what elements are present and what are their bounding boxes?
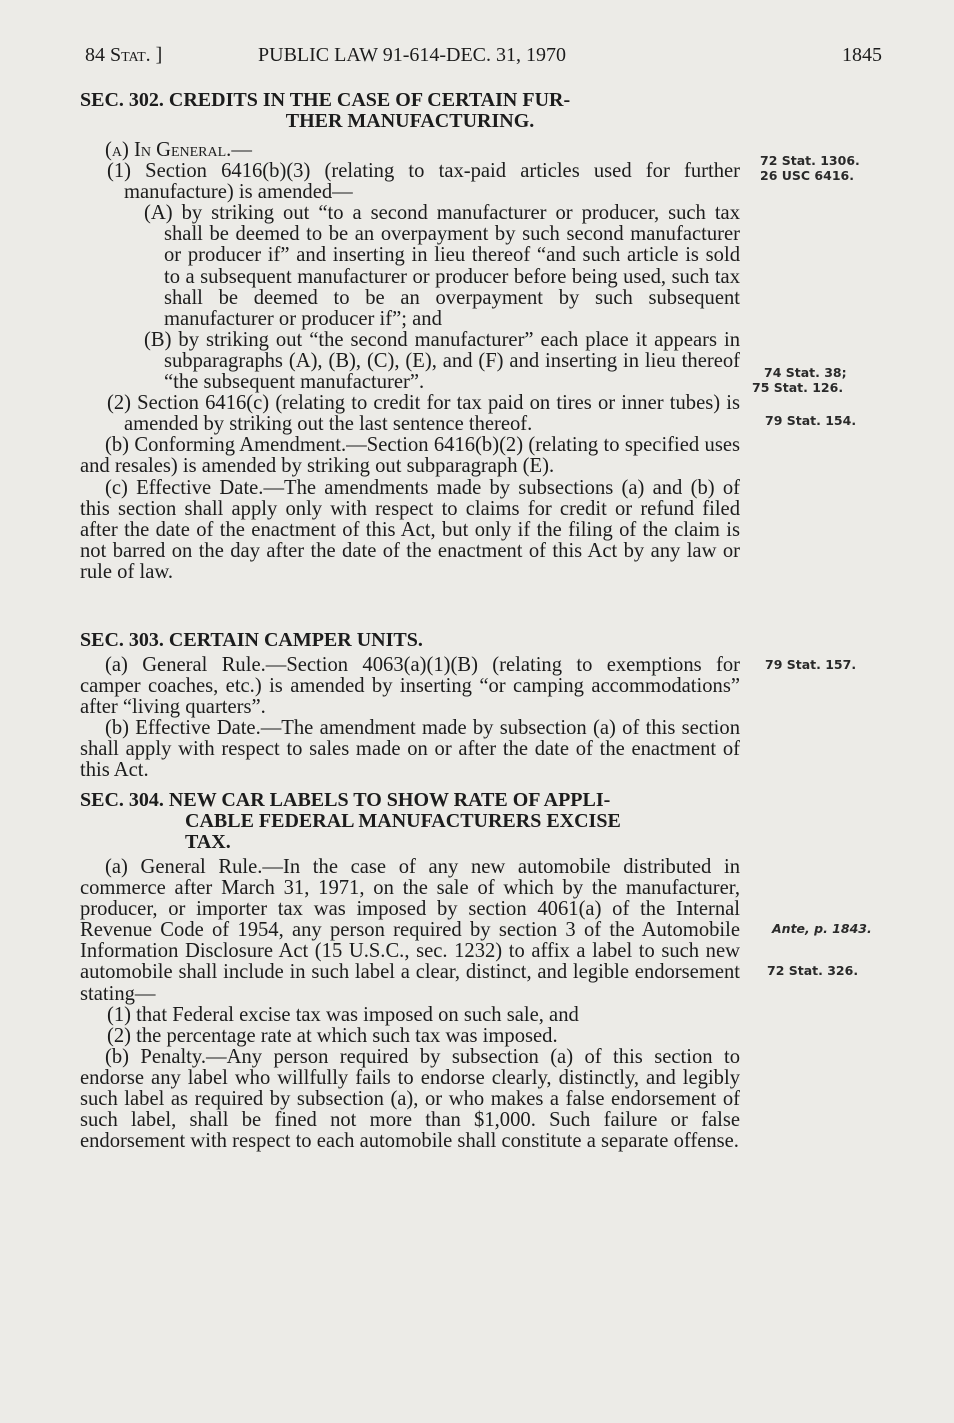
- margin-note-79-stat-157: 79 Stat. 157.: [765, 657, 857, 672]
- margin-note-79-stat-154: 79 Stat. 154.: [765, 413, 857, 428]
- section-302-a2: (2) Section 6416(c) (relating to credit for tax paid on tires or inner tubes) is amended by striking out the last sentence thereof.: [107, 392, 740, 436]
- section-303: [80, 630, 740, 782]
- section-304-heading-line2: CABLE FEDERAL MANUFACTURERS EXCISE: [185, 810, 621, 832]
- section-302-b: (b) Conforming Amendment.—Section 6416(b)(2) (relating to specified uses and resales) is amended by striking out subparagraph (E).: [80, 434, 740, 478]
- section-304-heading-line3: TAX.: [185, 831, 231, 853]
- section-302-a1-B: (B) by striking out “the second manufacturer” each place it appears in subparagraphs (A), (B), (C), (E), and (F) and inserting in lieu thereof “the subsequent manufacturer”.: [144, 328, 740, 394]
- section-302-a1: (1) Section 6416(b)(3) (relating to tax-paid articles used for further manufacture) is amended—: [107, 160, 740, 204]
- section-304: [80, 790, 740, 1152]
- section-304-heading-line1: SEC. 304. NEW CAR LABELS TO SHOW RATE OF APPLI-: [80, 789, 611, 811]
- section-303-heading: SEC. 303. CERTAIN CAMPER UNITS.: [80, 629, 423, 651]
- header-citation: 84 Stat. ]: [85, 44, 163, 66]
- header-title: PUBLIC LAW 91-614-DEC. 31, 1970: [258, 44, 567, 66]
- header-page-number: 1845: [842, 44, 882, 66]
- page-header: [0, 44, 954, 70]
- section-304-a: (a) General Rule.—In the case of any new automobile distributed in commerce after March 31, 1971, on the sale of which by the manufacturer, producer, or importer tax was imposed by section 4061(a) of the Internal Revenue Code of 1954, any person required by section 3 of the Automobile Information Disclosure Act (15 U.S.C., sec. 1232) to affix a label to such new automobile shall include in such label a clear, distinct, and legible endorsement stating—: [80, 856, 740, 1005]
- section-302: [80, 90, 740, 583]
- section-304-a2: (2) the percentage rate at which such tax was imposed.: [107, 1024, 558, 1047]
- section-303-b: (b) Effective Date.—The amendment made by subsection (a) of this section shall apply with respect to sales made on or after the date of the enactment of this Act.: [80, 717, 740, 782]
- section-302-heading-line1: SEC. 302. CREDITS IN THE CASE OF CERTAIN FUR-: [80, 89, 571, 111]
- section-302-a-label: (a) In General.—: [105, 139, 252, 161]
- section-304-a1: (1) that Federal excise tax was imposed on such sale, and: [107, 1003, 579, 1026]
- margin-note-ante-p-1843: Ante, p. 1843.: [772, 921, 872, 936]
- section-304-b: (b) Penalty.—Any person required by subsection (a) of this section to endorse any label who willfully fails to endorse clearly, distinctly, and legibly such label as required by subsection (a), or who makes a false endorsement of such label, shall be fined not more than $1,000. Such failure or false endorsement with respect to each automobile shall constitute a separate offense.: [80, 1045, 740, 1153]
- section-302-heading-line2: THER MANUFACTURING.: [285, 110, 535, 132]
- section-302-c: (c) Effective Date.—The amendments made by subsections (a) and (b) of this section shall apply only with respect to claims for credit or refund filed after the date of the enactment of this Act, but only if the filing of the claim is not barred on the day after the date of the enactment of this Act by any law or rule of law.: [80, 476, 740, 583]
- section-303-a: (a) General Rule.—Section 4063(a)(1)(B) (relating to exemptions for camper coaches, etc.) is amended by inserting “or camping accommodations” after “living quarters”.: [80, 654, 740, 719]
- margin-note-72-stat-326: 72 Stat. 326.: [767, 963, 859, 978]
- section-302-a1-A: (A) by striking out “to a second manufacturer or producer, such tax shall be deemed to be an overpayment by such second manufacturer or producer if” and inserting in lieu thereof “and such article is sold to a subsequent manufacturer or producer before being used, such tax shall be deemed to be an overpayment by such subsequent manufacturer or producer if”; and: [144, 202, 740, 330]
- margin-note-72-stat-1306: 72 Stat. 1306. 26 USC 6416.: [760, 153, 860, 183]
- margin-note-74-stat-38: 74 Stat. 38; 75 Stat. 126.: [752, 365, 847, 395]
